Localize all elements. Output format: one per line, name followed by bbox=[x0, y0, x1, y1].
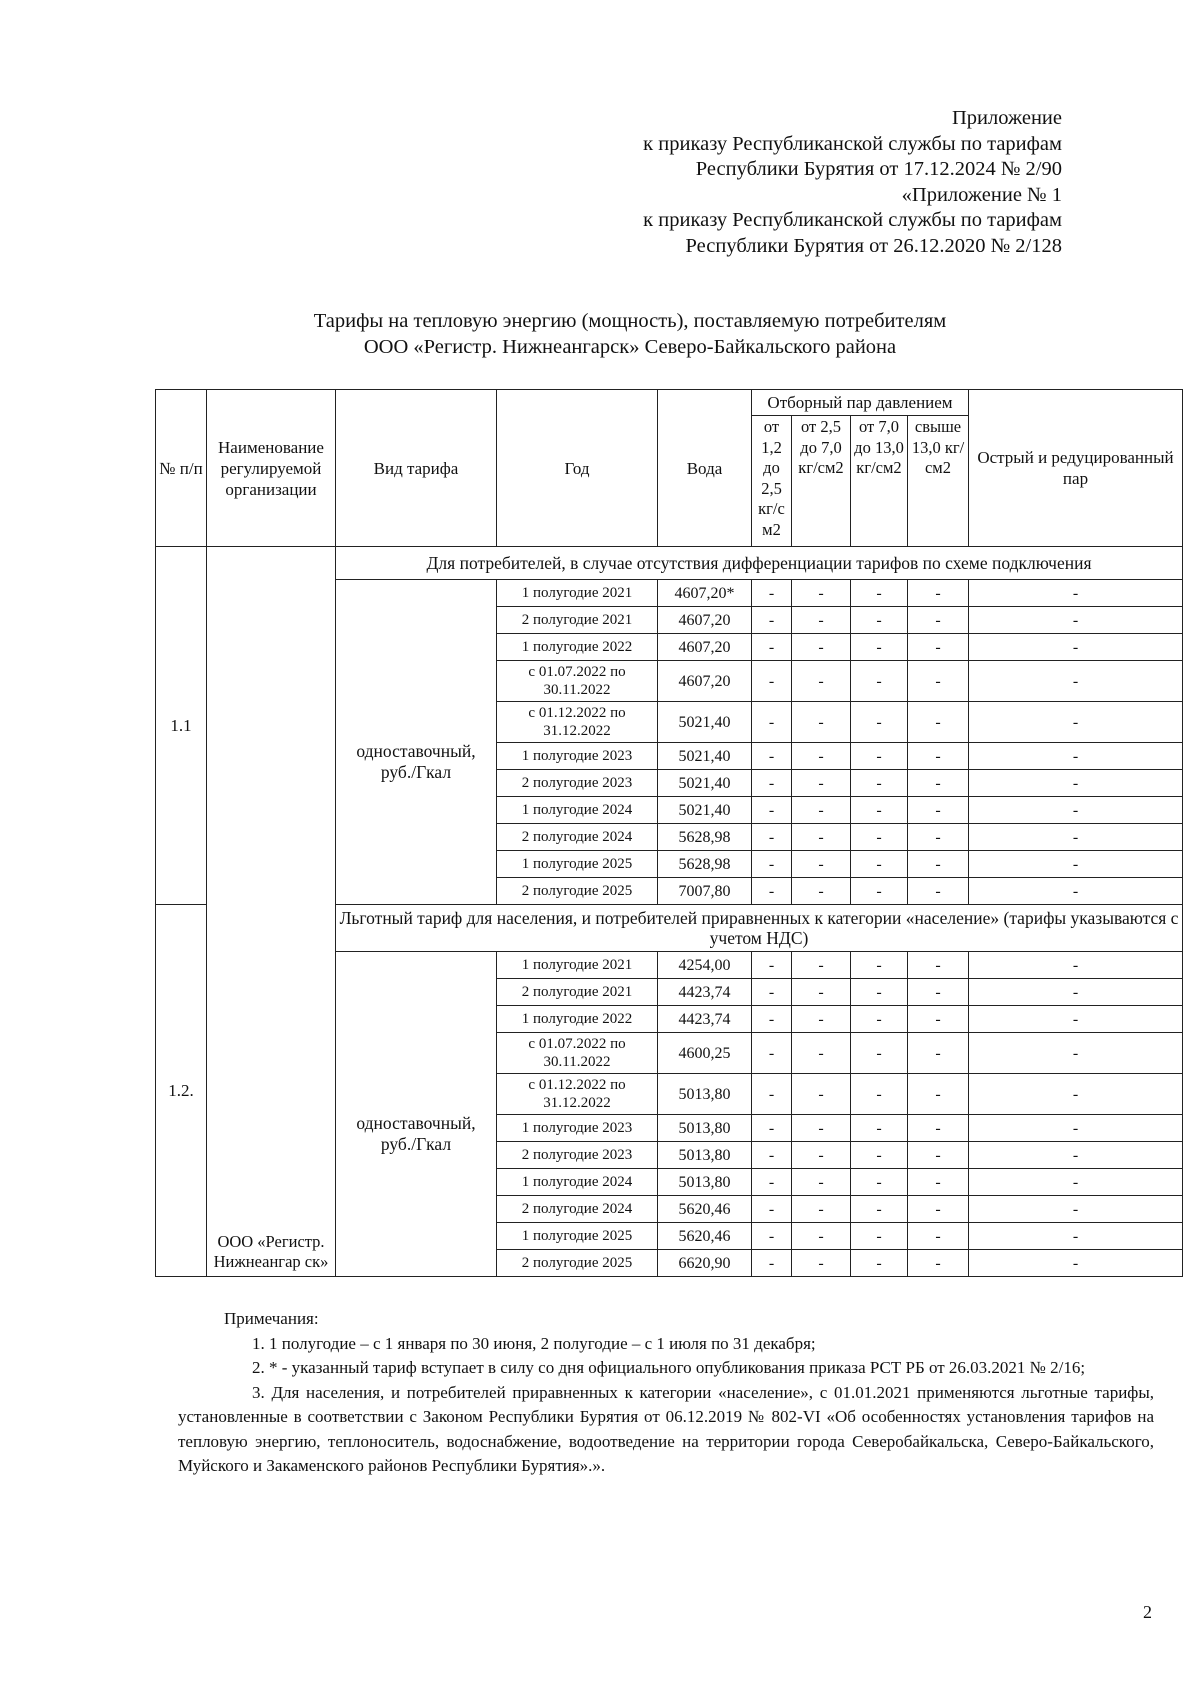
water-tariff-cell: 4607,20 bbox=[658, 661, 752, 702]
period-cell: 1 полугодие 2024 bbox=[497, 797, 658, 824]
steam-tariff-cell: - bbox=[752, 979, 792, 1006]
steam-tariff-cell: - bbox=[792, 770, 851, 797]
steam-tariff-cell: - bbox=[851, 952, 908, 979]
steam-tariff-cell: - bbox=[752, 770, 792, 797]
steam-tariff-cell: - bbox=[792, 851, 851, 878]
steam-tariff-cell: - bbox=[792, 1074, 851, 1115]
period-cell: с 01.12.2022 по 31.12.2022 bbox=[497, 1074, 658, 1115]
section-number: 1.2. bbox=[156, 905, 207, 1277]
period-cell: с 01.07.2022 по 30.11.2022 bbox=[497, 661, 658, 702]
sharp-steam-cell: - bbox=[969, 979, 1183, 1006]
period-cell: 2 полугодие 2023 bbox=[497, 770, 658, 797]
steam-tariff-cell: - bbox=[908, 878, 969, 905]
title-line-2: ООО «Регистр. Нижнеангарск» Северо-Байкальского района bbox=[363, 335, 897, 358]
steam-tariff-cell: - bbox=[792, 661, 851, 702]
document-title bbox=[150, 309, 1110, 360]
steam-tariff-cell: - bbox=[908, 607, 969, 634]
steam-tariff-cell: - bbox=[752, 878, 792, 905]
steam-tariff-cell: - bbox=[908, 1074, 969, 1115]
period-cell: 1 полугодие 2021 bbox=[497, 952, 658, 979]
sharp-steam-cell: - bbox=[969, 1006, 1183, 1033]
header-line: к приказу Республиканской службы по тарифам bbox=[643, 132, 1062, 155]
sharp-steam-cell: - bbox=[969, 1074, 1183, 1115]
steam-tariff-cell: - bbox=[908, 580, 969, 607]
water-tariff-cell: 4254,00 bbox=[658, 952, 752, 979]
organization-name: ООО «Регистр. Нижнеангар ск» bbox=[207, 547, 336, 1277]
steam-tariff-cell: - bbox=[851, 661, 908, 702]
steam-tariff-cell: - bbox=[792, 1142, 851, 1169]
sharp-steam-cell: - bbox=[969, 851, 1183, 878]
tariffs-table bbox=[155, 389, 1183, 1277]
approval-header bbox=[643, 106, 1062, 259]
header-line: «Приложение № 1 bbox=[901, 183, 1062, 206]
steam-tariff-cell: - bbox=[908, 1196, 969, 1223]
steam-tariff-cell: - bbox=[908, 661, 969, 702]
steam-tariff-cell: - bbox=[792, 952, 851, 979]
steam-tariff-cell: - bbox=[752, 661, 792, 702]
header-num: № п/п bbox=[156, 390, 207, 547]
notes-heading: Примечания: bbox=[224, 1309, 319, 1328]
steam-tariff-cell: - bbox=[752, 1033, 792, 1074]
water-tariff-cell: 5013,80 bbox=[658, 1115, 752, 1142]
period-cell: 1 полугодие 2024 bbox=[497, 1169, 658, 1196]
steam-tariff-cell: - bbox=[752, 1196, 792, 1223]
water-tariff-cell: 4600,25 bbox=[658, 1033, 752, 1074]
water-tariff-cell: 5620,46 bbox=[658, 1196, 752, 1223]
steam-tariff-cell: - bbox=[851, 1142, 908, 1169]
sharp-steam-cell: - bbox=[969, 634, 1183, 661]
steam-tariff-cell: - bbox=[752, 1169, 792, 1196]
steam-tariff-cell: - bbox=[792, 1169, 851, 1196]
header-line: Республики Бурятия от 17.12.2024 № 2/90 bbox=[695, 158, 1062, 180]
steam-tariff-cell: - bbox=[851, 1196, 908, 1223]
sharp-steam-cell: - bbox=[969, 1169, 1183, 1196]
period-cell: 1 полугодие 2023 bbox=[497, 1115, 658, 1142]
note-item: 1. 1 полугодие – с 1 января по 30 июня, 2 полугодие – с 1 июля по 31 декабря; bbox=[252, 1333, 816, 1353]
water-tariff-cell: 5628,98 bbox=[658, 851, 752, 878]
period-cell: 1 полугодие 2022 bbox=[497, 1006, 658, 1033]
steam-tariff-cell: - bbox=[792, 878, 851, 905]
steam-tariff-cell: - bbox=[908, 979, 969, 1006]
steam-tariff-cell: - bbox=[851, 634, 908, 661]
steam-tariff-cell: - bbox=[908, 952, 969, 979]
period-cell: 1 полугодие 2022 bbox=[497, 634, 658, 661]
period-cell: 1 полугодие 2021 bbox=[497, 580, 658, 607]
steam-tariff-cell: - bbox=[908, 1115, 969, 1142]
steam-tariff-cell: - bbox=[792, 1196, 851, 1223]
period-cell: с 01.07.2022 по 30.11.2022 bbox=[497, 1033, 658, 1074]
header-sharp-steam: Острый и редуцированный пар bbox=[969, 390, 1183, 547]
period-cell: 2 полугодие 2024 bbox=[497, 824, 658, 851]
note-item: 3. Для населения, и потребителей приравненных к категории «население», с 01.01.2021 применяются льготные тарифы, установленные в соответствии с Законом Республики Бурятия от 06.12.2019 № 802-VI «Об особенностях установления тарифов на тепловую энергию, теплоноситель, водоснабжение, водоотведение на территории города Северобайкальска, Северо-Байкальского, Муйского и Закаменского районов Республики Бурятия».». bbox=[178, 1382, 1154, 1475]
steam-tariff-cell: - bbox=[851, 1115, 908, 1142]
sharp-steam-cell: - bbox=[969, 770, 1183, 797]
header-line: к приказу Республиканской службы по тарифам bbox=[643, 209, 1062, 231]
steam-tariff-cell: - bbox=[792, 702, 851, 743]
water-tariff-cell: 5013,80 bbox=[658, 1169, 752, 1196]
steam-tariff-cell: - bbox=[908, 824, 969, 851]
sharp-steam-cell: - bbox=[969, 1223, 1183, 1250]
water-tariff-cell: 6620,90 bbox=[658, 1250, 752, 1277]
steam-tariff-cell: - bbox=[908, 1223, 969, 1250]
water-tariff-cell: 4423,74 bbox=[658, 979, 752, 1006]
sharp-steam-cell: - bbox=[969, 1033, 1183, 1074]
sharp-steam-cell: - bbox=[969, 952, 1183, 979]
section-title: Льготный тариф для населения, и потребителей приравненных к категории «население» (тарифы указываются с учетом НДС) bbox=[336, 905, 1183, 952]
steam-tariff-cell: - bbox=[908, 770, 969, 797]
period-cell: 2 полугодие 2025 bbox=[497, 878, 658, 905]
section-title: Для потребителей, в случае отсутствия дифференциации тарифов по схеме подключения bbox=[336, 547, 1183, 580]
tariff-kind: одноставочный, руб./Гкал bbox=[336, 952, 497, 1277]
note-item: 2. * - указанный тариф вступает в силу со дня официального опубликования приказа РСТ РБ от 26.03.2021 № 2/16; bbox=[252, 1358, 1086, 1377]
sharp-steam-cell: - bbox=[969, 580, 1183, 607]
steam-tariff-cell: - bbox=[851, 1006, 908, 1033]
steam-tariff-cell: - bbox=[792, 1033, 851, 1074]
steam-tariff-cell: - bbox=[792, 634, 851, 661]
steam-tariff-cell: - bbox=[752, 743, 792, 770]
steam-tariff-cell: - bbox=[851, 607, 908, 634]
tariff-kind: одноставочный, руб./Гкал bbox=[336, 580, 497, 905]
steam-tariff-cell: - bbox=[752, 952, 792, 979]
water-tariff-cell: 7007,80 bbox=[658, 878, 752, 905]
period-cell: 2 полугодие 2025 bbox=[497, 1250, 658, 1277]
sharp-steam-cell: - bbox=[969, 1142, 1183, 1169]
steam-tariff-cell: - bbox=[908, 1006, 969, 1033]
header-line: Приложение bbox=[951, 107, 1062, 129]
header-steam-2-5-7: от 2,5 до 7,0 кг/см2 bbox=[792, 416, 851, 547]
steam-tariff-cell: - bbox=[792, 1115, 851, 1142]
steam-tariff-cell: - bbox=[792, 743, 851, 770]
page-number: 2 bbox=[1143, 1602, 1152, 1622]
steam-tariff-cell: - bbox=[752, 702, 792, 743]
sharp-steam-cell: - bbox=[969, 797, 1183, 824]
steam-tariff-cell: - bbox=[908, 702, 969, 743]
sharp-steam-cell: - bbox=[969, 1196, 1183, 1223]
steam-tariff-cell: - bbox=[851, 770, 908, 797]
steam-tariff-cell: - bbox=[908, 1169, 969, 1196]
water-tariff-cell: 4607,20* bbox=[658, 580, 752, 607]
steam-tariff-cell: - bbox=[851, 878, 908, 905]
steam-tariff-cell: - bbox=[752, 824, 792, 851]
steam-tariff-cell: - bbox=[752, 1115, 792, 1142]
sharp-steam-cell: - bbox=[969, 607, 1183, 634]
water-tariff-cell: 4423,74 bbox=[658, 1006, 752, 1033]
steam-tariff-cell: - bbox=[851, 702, 908, 743]
steam-tariff-cell: - bbox=[851, 1033, 908, 1074]
steam-tariff-cell: - bbox=[792, 580, 851, 607]
steam-tariff-cell: - bbox=[851, 797, 908, 824]
steam-tariff-cell: - bbox=[851, 1074, 908, 1115]
steam-tariff-cell: - bbox=[752, 634, 792, 661]
steam-tariff-cell: - bbox=[792, 1006, 851, 1033]
steam-tariff-cell: - bbox=[792, 797, 851, 824]
header-steam-group: Отборный пар давлением bbox=[752, 390, 969, 416]
steam-tariff-cell: - bbox=[752, 1223, 792, 1250]
header-water: Вода bbox=[658, 390, 752, 547]
sharp-steam-cell: - bbox=[969, 878, 1183, 905]
steam-tariff-cell: - bbox=[908, 1142, 969, 1169]
header-year: Год bbox=[497, 390, 658, 547]
steam-tariff-cell: - bbox=[851, 851, 908, 878]
header-org: Наименование регулируемой организации bbox=[207, 390, 336, 547]
steam-tariff-cell: - bbox=[752, 607, 792, 634]
period-cell: с 01.12.2022 по 31.12.2022 bbox=[497, 702, 658, 743]
section-number: 1.1 bbox=[156, 547, 207, 905]
steam-tariff-cell: - bbox=[792, 1223, 851, 1250]
header-steam-7-13: от 7,0 до 13,0 кг/см2 bbox=[851, 416, 908, 547]
steam-tariff-cell: - bbox=[792, 824, 851, 851]
header-steam-1-2-5: от 1,2 до 2,5 кг/с м2 bbox=[752, 416, 792, 547]
header-steam-13-plus: свыше 13,0 кг/см2 bbox=[908, 416, 969, 547]
period-cell: 2 полугодие 2024 bbox=[497, 1196, 658, 1223]
sharp-steam-cell: - bbox=[969, 702, 1183, 743]
steam-tariff-cell: - bbox=[851, 979, 908, 1006]
steam-tariff-cell: - bbox=[752, 851, 792, 878]
steam-tariff-cell: - bbox=[752, 1250, 792, 1277]
water-tariff-cell: 5021,40 bbox=[658, 797, 752, 824]
steam-tariff-cell: - bbox=[752, 1006, 792, 1033]
notes bbox=[178, 1307, 1154, 1479]
steam-tariff-cell: - bbox=[752, 797, 792, 824]
section-title-row bbox=[156, 547, 1183, 580]
sharp-steam-cell: - bbox=[969, 661, 1183, 702]
steam-tariff-cell: - bbox=[908, 1033, 969, 1074]
steam-tariff-cell: - bbox=[752, 1074, 792, 1115]
water-tariff-cell: 5628,98 bbox=[658, 824, 752, 851]
sharp-steam-cell: - bbox=[969, 1250, 1183, 1277]
period-cell: 2 полугодие 2021 bbox=[497, 979, 658, 1006]
water-tariff-cell: 5013,80 bbox=[658, 1074, 752, 1115]
water-tariff-cell: 5021,40 bbox=[658, 743, 752, 770]
steam-tariff-cell: - bbox=[851, 1169, 908, 1196]
period-cell: 1 полугодие 2023 bbox=[497, 743, 658, 770]
steam-tariff-cell: - bbox=[851, 1223, 908, 1250]
sharp-steam-cell: - bbox=[969, 1115, 1183, 1142]
period-cell: 2 полугодие 2023 bbox=[497, 1142, 658, 1169]
steam-tariff-cell: - bbox=[792, 1250, 851, 1277]
period-cell: 2 полугодие 2021 bbox=[497, 607, 658, 634]
steam-tariff-cell: - bbox=[792, 979, 851, 1006]
sharp-steam-cell: - bbox=[969, 743, 1183, 770]
period-cell: 1 полугодие 2025 bbox=[497, 851, 658, 878]
steam-tariff-cell: - bbox=[851, 743, 908, 770]
water-tariff-cell: 4607,20 bbox=[658, 634, 752, 661]
steam-tariff-cell: - bbox=[792, 607, 851, 634]
steam-tariff-cell: - bbox=[851, 1250, 908, 1277]
steam-tariff-cell: - bbox=[908, 851, 969, 878]
header-kind: Вид тарифа bbox=[336, 390, 497, 547]
steam-tariff-cell: - bbox=[851, 824, 908, 851]
water-tariff-cell: 5620,46 bbox=[658, 1223, 752, 1250]
steam-tariff-cell: - bbox=[908, 1250, 969, 1277]
steam-tariff-cell: - bbox=[752, 1142, 792, 1169]
steam-tariff-cell: - bbox=[752, 580, 792, 607]
water-tariff-cell: 4607,20 bbox=[658, 607, 752, 634]
sharp-steam-cell: - bbox=[969, 824, 1183, 851]
water-tariff-cell: 5013,80 bbox=[658, 1142, 752, 1169]
steam-tariff-cell: - bbox=[908, 743, 969, 770]
water-tariff-cell: 5021,40 bbox=[658, 770, 752, 797]
steam-tariff-cell: - bbox=[851, 580, 908, 607]
steam-tariff-cell: - bbox=[908, 797, 969, 824]
water-tariff-cell: 5021,40 bbox=[658, 702, 752, 743]
period-cell: 1 полугодие 2025 bbox=[497, 1223, 658, 1250]
title-line-1: Тарифы на тепловую энергию (мощность), поставляемую потребителям bbox=[313, 310, 947, 332]
steam-tariff-cell: - bbox=[908, 634, 969, 661]
header-line: Республики Бурятия от 26.12.2020 № 2/128 bbox=[685, 234, 1062, 257]
